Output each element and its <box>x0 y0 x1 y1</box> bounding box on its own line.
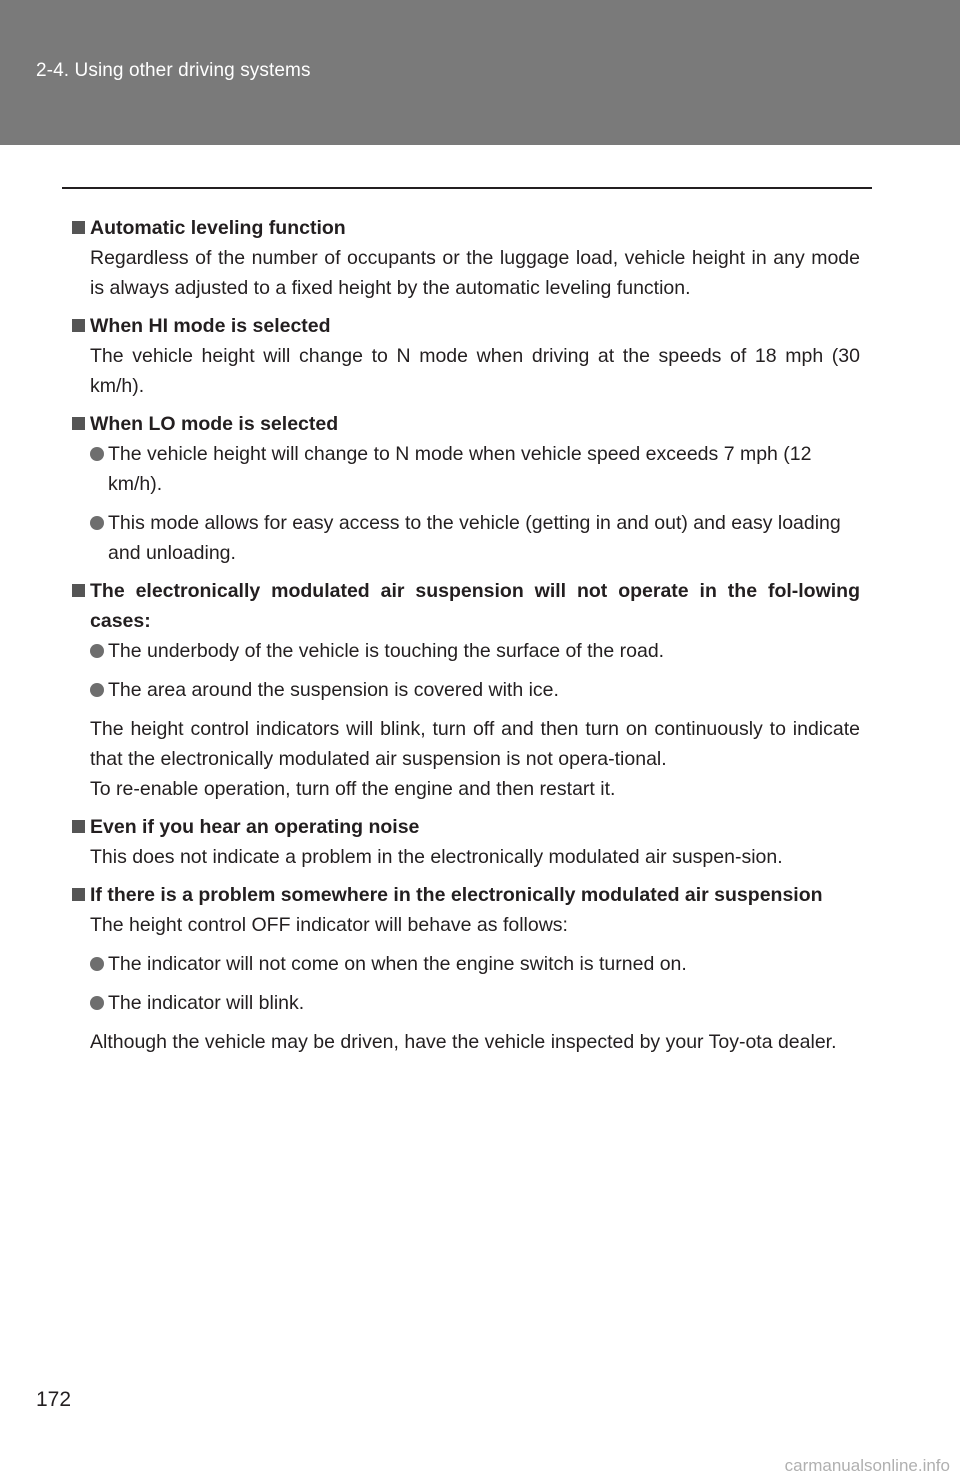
bullet-item: The area around the suspension is covered with ice. <box>72 675 860 705</box>
section-lo-mode <box>72 409 860 568</box>
section-heading: The electronically modulated air suspension will not operate in the fol-lowing cases: <box>72 576 860 636</box>
paragraph-line: To re-enable operation, turn off the engine and then restart it. <box>90 778 616 800</box>
paragraph <box>72 714 860 804</box>
content-body <box>72 213 860 1065</box>
section-not-operate <box>72 576 860 804</box>
header-band <box>0 0 960 145</box>
bullet-item: The indicator will blink. <box>72 988 860 1018</box>
square-bullet-icon <box>72 221 85 234</box>
paragraph: Although the vehicle may be driven, have the vehicle inspected by your Toy-ota dealer. <box>90 1031 837 1053</box>
section-problem <box>72 880 860 1057</box>
section-operating-noise <box>72 812 860 872</box>
section-heading: Even if you hear an operating noise <box>72 812 860 842</box>
bullet-item: The indicator will not come on when the engine switch is turned on. <box>72 949 860 979</box>
circle-bullet-icon <box>90 957 104 971</box>
square-bullet-icon <box>72 584 85 597</box>
page-number: 172 <box>36 1388 72 1411</box>
bullet-item: The vehicle height will change to N mode when vehicle speed exceeds 7 mph (12 km/h). <box>72 439 860 499</box>
circle-bullet-icon <box>90 447 104 461</box>
circle-bullet-icon <box>90 683 104 697</box>
circle-bullet-icon <box>90 996 104 1010</box>
bullet-item: The underbody of the vehicle is touching the surface of the road. <box>72 636 860 666</box>
square-bullet-icon <box>72 319 85 332</box>
header-rule <box>62 187 872 189</box>
paragraph: This does not indicate a problem in the electronically modulated air suspen-sion. <box>90 846 783 868</box>
bullet-item: This mode allows for easy access to the vehicle (getting in and out) and easy loading and unloading. <box>72 508 860 568</box>
circle-bullet-icon <box>90 516 104 530</box>
square-bullet-icon <box>72 888 85 901</box>
section-automatic-leveling <box>72 213 860 303</box>
section-title: 2-4. Using other driving systems <box>36 60 311 81</box>
circle-bullet-icon <box>90 644 104 658</box>
square-bullet-icon <box>72 820 85 833</box>
section-heading: Automatic leveling function <box>72 213 860 243</box>
square-bullet-icon <box>72 417 85 430</box>
watermark: carmanualsonline.info <box>784 1456 950 1475</box>
section-hi-mode <box>72 311 860 401</box>
section-heading: When HI mode is selected <box>72 311 860 341</box>
paragraph: The vehicle height will change to N mode when driving at the speeds of 18 mph (30 km/h). <box>90 345 860 397</box>
section-heading: When LO mode is selected <box>72 409 860 439</box>
section-heading: If there is a problem somewhere in the electronically modulated air suspension <box>72 880 860 910</box>
paragraph: Regardless of the number of occupants or the luggage load, vehicle height in any mode is always adjusted to a fixed height by the automatic leveling function. <box>90 247 860 299</box>
paragraph-line: The height control indicators will blink, turn off and then turn on continuously to indicate that the electronically modulated air suspension is not opera-tional. <box>90 718 860 770</box>
paragraph: The height control OFF indicator will behave as follows: <box>90 914 568 936</box>
